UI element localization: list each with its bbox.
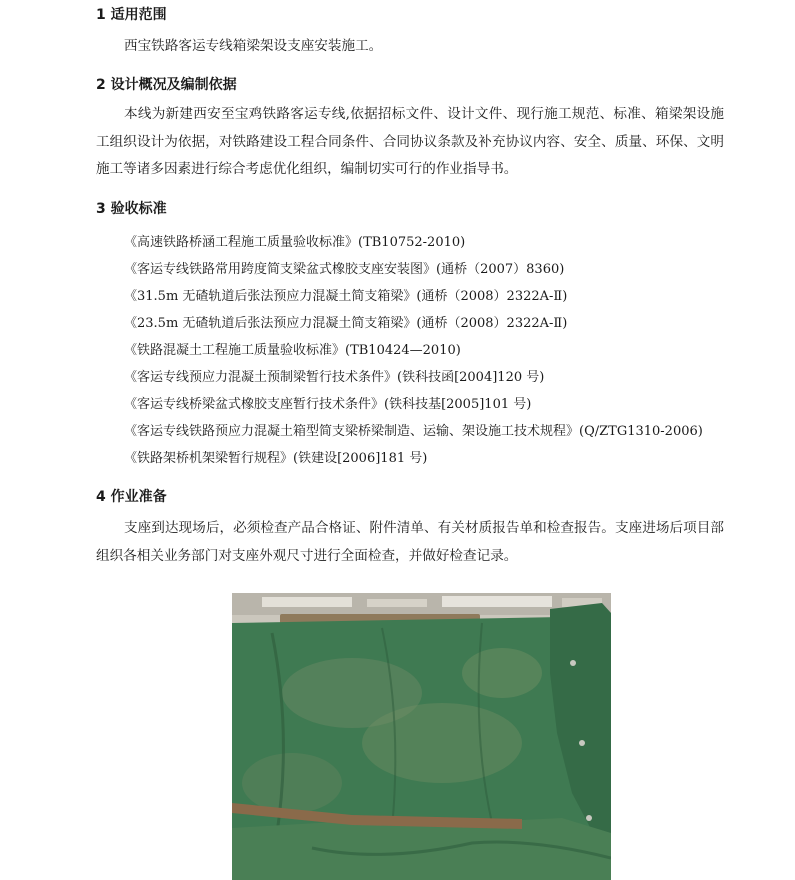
tarp-covered-bearings-image (232, 593, 611, 880)
section-3-heading: 3 验收标准 (96, 201, 167, 217)
section-2-heading: 2 设计概况及编制依据 (96, 77, 237, 93)
section-1-heading: 1 适用范围 (96, 7, 167, 23)
bearing-photo (232, 593, 611, 880)
standard-item: 《客运专线桥梁盆式橡胶支座暂行技术条件》(铁科技基[2005]101 号) (124, 397, 532, 412)
standard-item: 《铁路架桥机架梁暂行规程》(铁建设[2006]181 号) (124, 451, 428, 466)
standard-item: 《铁路混凝土工程施工质量验收标准》(TB10424—2010) (124, 343, 461, 358)
section-4-heading: 4 作业准备 (96, 489, 167, 505)
standard-item: 《高速铁路桥涵工程施工质量验收标准》(TB10752-2010) (124, 235, 466, 250)
section-2-paragraph: 本线为新建西安至宝鸡铁路客运专线,依据招标文件、设计文件、现行施工规范、标准、箱梁架设施工组织设计为依据，对铁路建设工程合同条件、合同协议条款及补充协议内容、安全、质量、环保、文明施工等诸多因素进行综合考虑优化组织，编制切实可行的作业指导书。 (96, 106, 724, 177)
section-4-paragraph: 支座到达现场后，必须检查产品合格证、附件清单、有关材质报告单和检查报告。支座进场后项目部组织各相关业务部门对支座外观尺寸进行全面检查，并做好检查记录。 (96, 520, 724, 564)
section-1-paragraph: 西宝铁路客运专线箱梁架设支座安装施工。 (124, 38, 383, 54)
standard-item: 《31.5m 无碴轨道后张法预应力混凝土简支箱梁》(通桥（2008）2322A-Ⅱ) (124, 289, 568, 304)
standard-item: 《客运专线铁路常用跨度简支梁盆式橡胶支座安装图》(通桥（2007）8360) (124, 262, 565, 277)
standard-item: 《客运专线铁路预应力混凝土箱型简支梁桥梁制造、运输、架设施工技术规程》(Q/ZTG1310-2006) (124, 424, 703, 439)
standard-item: 《23.5m 无碴轨道后张法预应力混凝土简支箱梁》(通桥（2008）2322A-Ⅱ) (124, 316, 568, 331)
standard-item: 《客运专线预应力混凝土预制梁暂行技术条件》(铁科技函[2004]120 号) (124, 370, 545, 385)
